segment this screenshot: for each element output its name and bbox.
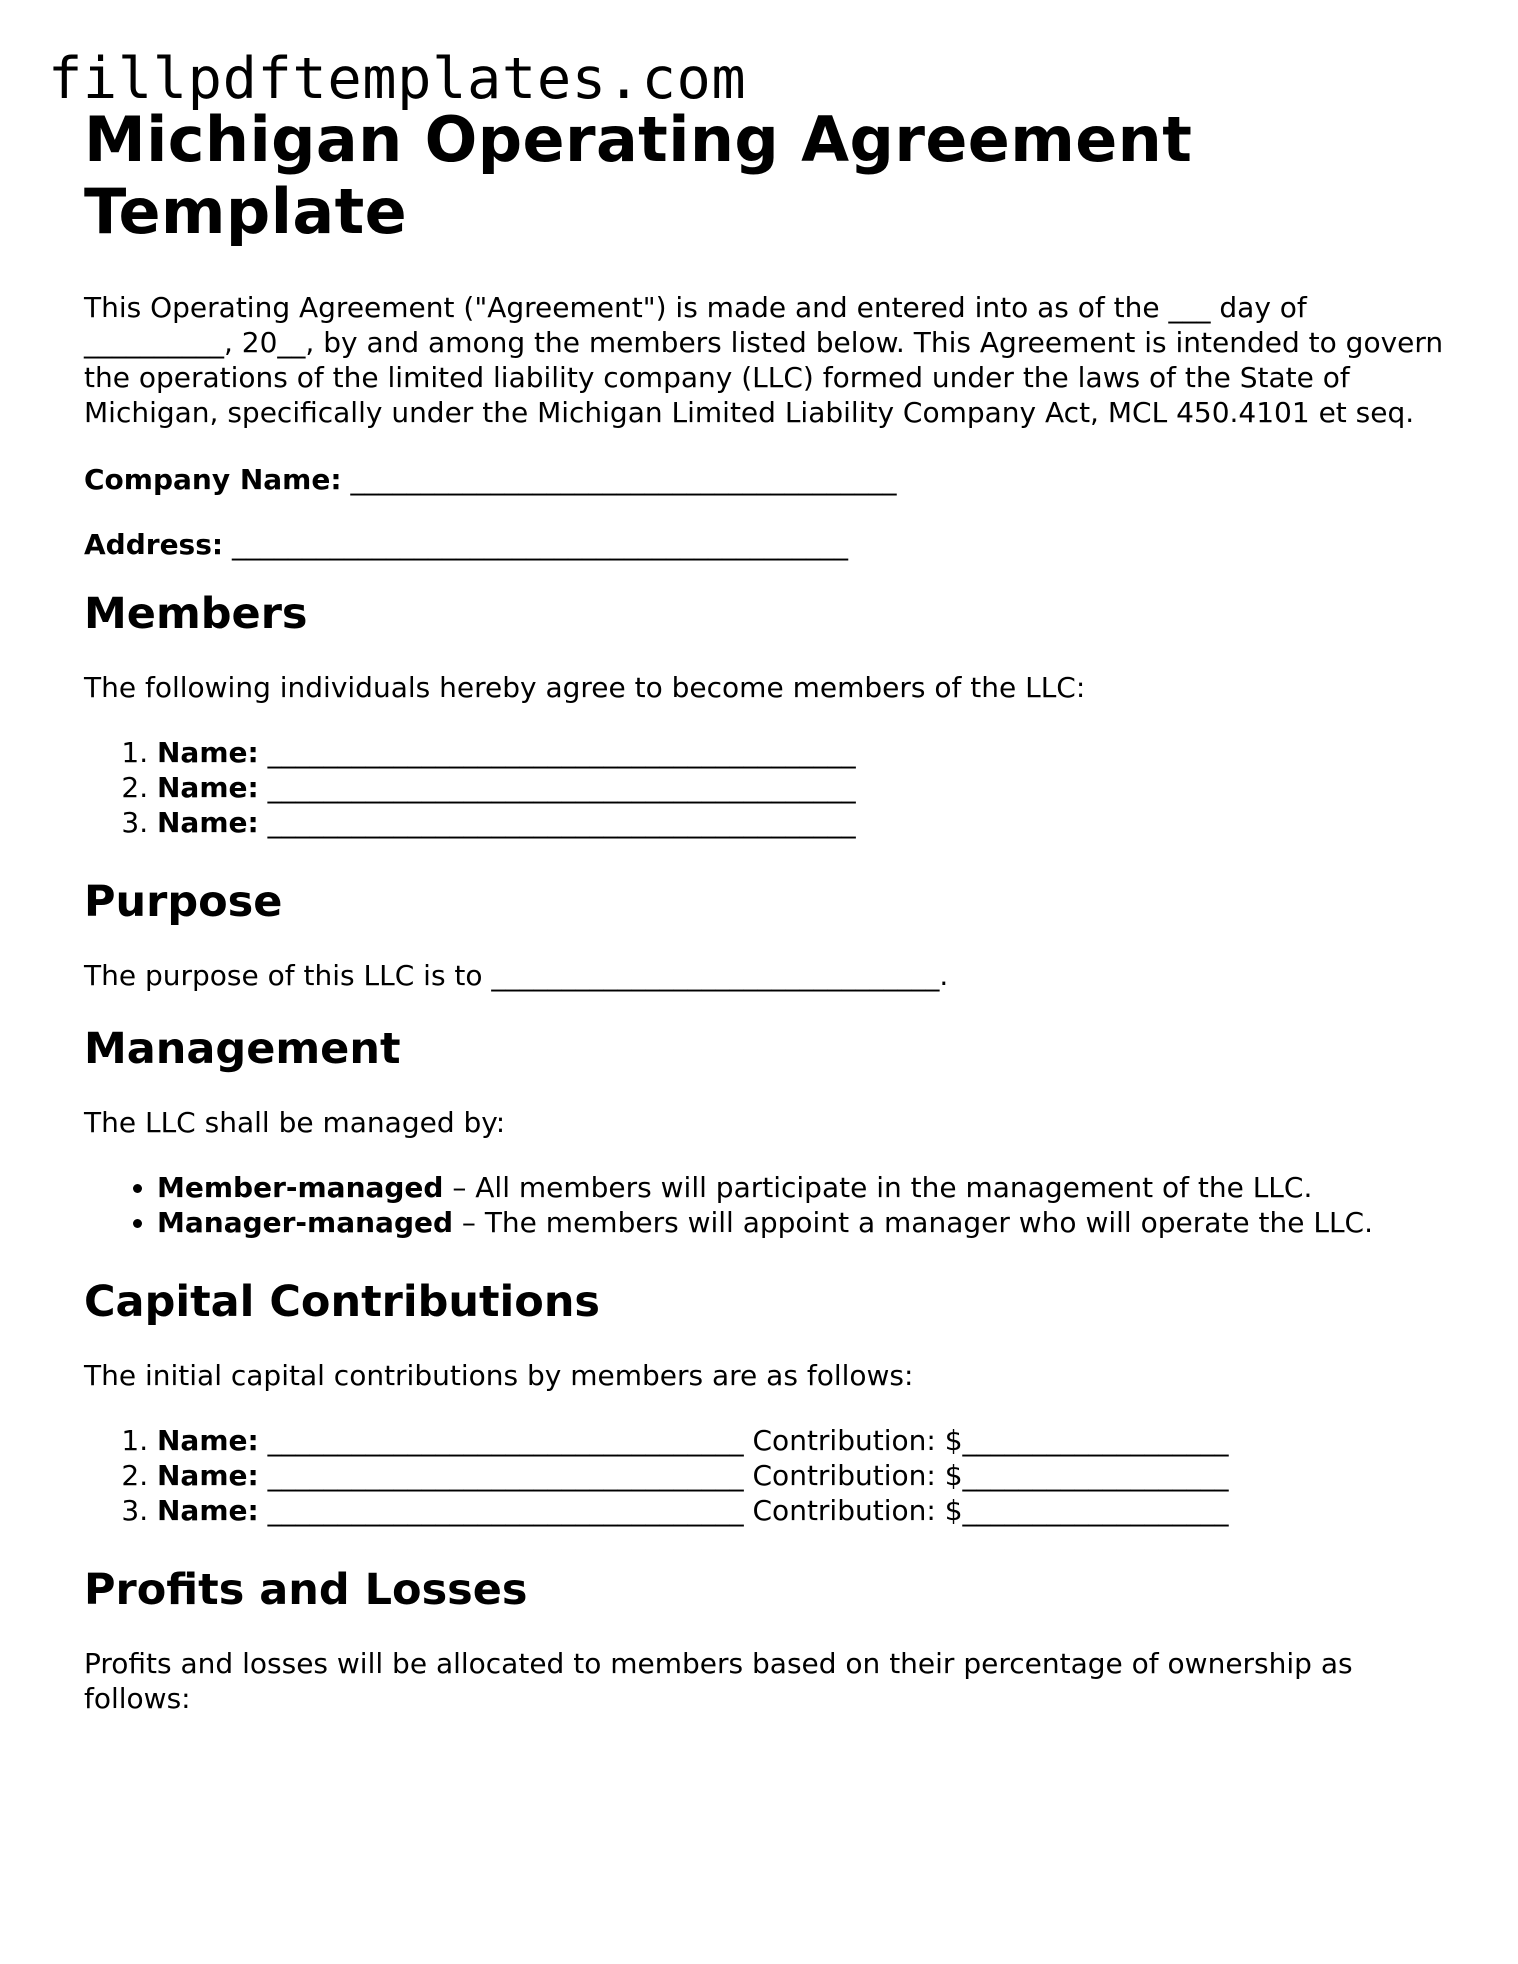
watermark-text: fillpdftemplates.com	[48, 46, 747, 112]
contributor-name-blank[interactable]: __________________________________	[267, 1494, 744, 1527]
address-label: Address:	[84, 528, 224, 561]
intro-paragraph: This Operating Agreement ("Agreement") is made and entered into as of the ___ day of __________, 20__, by and among the members listed below. This Agreement is intended to govern the operations of the limited liability company (LLC) formed under the laws of the State of Michigan, specifically under the Michigan Limited Liability Company Act, MCL 450.4101 et seq.	[84, 291, 1444, 429]
list-item	[157, 805, 1444, 840]
contributor-name-blank[interactable]: __________________________________	[267, 1459, 744, 1492]
address-blank[interactable]: ____________________________________________	[232, 528, 848, 561]
contribution-amount[interactable]: Contribution: $___________________	[743, 1459, 1229, 1492]
option-text: – All members will participate in the management of the LLC.	[443, 1171, 1313, 1204]
list-item	[157, 735, 1444, 770]
purpose-heading: Purpose	[84, 877, 283, 927]
list-item	[157, 1170, 1444, 1205]
contributor-name-label: Name:	[157, 1424, 259, 1457]
members-text: The following individuals hereby agree to become members of the LLC:	[84, 671, 1086, 704]
list-item	[157, 1458, 1444, 1493]
contributor-name-label: Name:	[157, 1459, 259, 1492]
capital-list	[84, 1423, 1444, 1528]
company-name-field	[84, 462, 1444, 497]
list-item	[157, 1493, 1444, 1528]
management-options-list	[84, 1170, 1444, 1240]
list-item	[157, 1423, 1444, 1458]
capital-heading: Capital Contributions	[84, 1277, 601, 1327]
option-label: Manager-managed	[157, 1206, 454, 1239]
list-item	[157, 770, 1444, 805]
member-name-label: Name:	[157, 806, 259, 839]
document-title: Michigan Operating Agreement Template	[84, 103, 1193, 248]
address-field	[84, 527, 1444, 562]
profits-text: Profits and losses will be allocated to members based on their percentage of ownership as follows:	[84, 1647, 1353, 1715]
company-name-blank[interactable]: _______________________________________	[350, 463, 897, 496]
capital-text: The initial capital contributions by members are as follows:	[84, 1359, 914, 1392]
member-name-blank[interactable]: __________________________________________	[267, 806, 856, 839]
document-body	[84, 104, 1444, 1746]
member-name-label: Name:	[157, 736, 259, 769]
purpose-text: The purpose of this LLC is to ________________________________.	[84, 959, 949, 992]
management-text: The LLC shall be managed by:	[84, 1106, 506, 1139]
list-item	[157, 1205, 1444, 1240]
member-name-blank[interactable]: __________________________________________	[267, 771, 856, 804]
contributor-name-blank[interactable]: __________________________________	[267, 1424, 744, 1457]
members-heading: Members	[84, 589, 308, 639]
option-text: – The members will appoint a manager who will operate the LLC.	[453, 1206, 1373, 1239]
member-name-label: Name:	[157, 771, 259, 804]
management-heading: Management	[84, 1024, 401, 1074]
member-name-blank[interactable]: __________________________________________	[267, 736, 856, 769]
option-label: Member-managed	[157, 1171, 444, 1204]
members-list	[84, 735, 1444, 840]
contribution-amount[interactable]: Contribution: $___________________	[743, 1494, 1229, 1527]
contributor-name-label: Name:	[157, 1494, 259, 1527]
profits-heading: Profits and Losses	[84, 1565, 528, 1615]
contribution-amount[interactable]: Contribution: $___________________	[743, 1424, 1229, 1457]
company-name-label: Company Name:	[84, 463, 342, 496]
